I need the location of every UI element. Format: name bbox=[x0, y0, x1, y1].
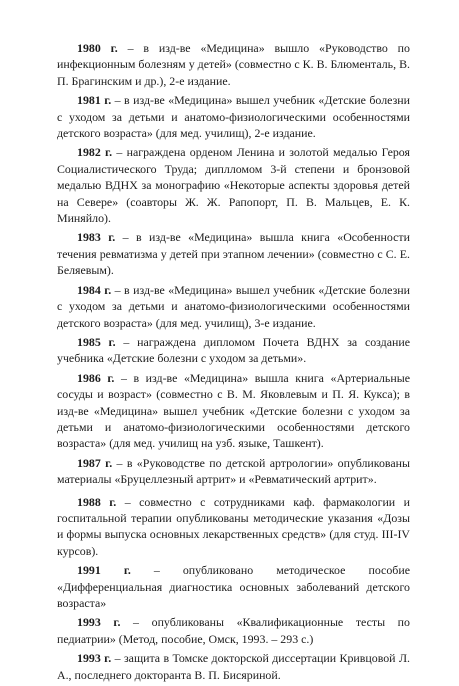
chronology-entry-1991 bbox=[57, 562, 410, 611]
entry-year: 1984 г. bbox=[77, 282, 112, 297]
entry-text: – награждена дипломом Почета ВДНХ за создание учебника «Детские болезни с уходом за детьми». bbox=[57, 334, 410, 366]
document-page bbox=[57, 40, 410, 686]
entry-year: 1993 г. bbox=[77, 651, 112, 666]
chronology-entry-1984 bbox=[57, 282, 410, 331]
chronology-entry-1985 bbox=[57, 334, 410, 367]
entry-text: – в изд-ве «Медицина» вышла книга «Артериальные сосуды и возраст» (совместно с В. М. Яковлевым и П. Я. Кукса); в изд-ве «Медицина» вышел учебник «Детские болезни с уходом за детьми и анатомо-физиологическими особенностями детского возраста» (для мед. училищ на узб. языке, Ташкент). bbox=[57, 370, 410, 451]
entry-year: 1981 г. bbox=[77, 93, 112, 108]
entry-text: – награждена орденом Ленина и золотой медалью Героя Социалистического Труда; диплломом 3-й степени и бронзовой медалью ВДНХ за монографию «Некоторые аспекты здоровья детей на Севере» (соавторы Ж. Ж. Рапопорт, П. В. Мальцев, Е. К. Миняйло). bbox=[57, 145, 410, 226]
entry-year: 1991 г. bbox=[77, 563, 131, 578]
chronology-entry-1987 bbox=[57, 455, 410, 488]
chronology-entry-1981 bbox=[57, 92, 410, 141]
entry-year: 1983 г. bbox=[77, 230, 116, 245]
entry-text: – совместно с сотрудниками каф. фармакологии и госпитальной терапии опубликованы методические указания «Дозы и формы выпуска основных лекарственных средств» (для студ. III-IV курсов). bbox=[57, 494, 410, 558]
entry-text: – опубликовано методическое пособие «Дифференциальная диагностика основных заболеваний детского возраста» bbox=[57, 563, 410, 610]
chronology-entry-1982 bbox=[57, 144, 410, 226]
chronology-entry-1993-tests bbox=[57, 614, 410, 647]
entry-year: 1982 г. bbox=[77, 145, 113, 160]
entry-text: – в изд-ве «Медицина» вышло «Руководство по инфекционным болезням у детей» (совместно с К. В. Блюменталь, В. П. Брагинским и др.), 2-е издание. bbox=[57, 41, 410, 88]
entry-text: – в «Руководстве по детской артрологии» опубликованы материалы «Бруцеллезный артрит» и «Ревматический артрит». bbox=[57, 455, 410, 487]
entry-year: 1980 г. bbox=[77, 41, 118, 55]
entry-year: 1987 г. bbox=[77, 455, 113, 470]
entry-year: 1986 г. bbox=[77, 370, 115, 385]
entry-year: 1993 г. bbox=[77, 615, 121, 630]
entry-year: 1985 г. bbox=[77, 334, 116, 349]
entry-text: – опубликованы «Квалификационные тесты по педиатрии» (Метод, пособие, Омск, 1993. – 293 с.) bbox=[57, 615, 410, 646]
chronology-entry-1980 bbox=[57, 40, 410, 89]
entry-text: – в изд-ве «Медицина» вышла книга «Особенности течения ревматизма у детей при этапном лечении» (совместно с С. Е. Беляевым). bbox=[57, 230, 410, 278]
entry-year: 1988 г. bbox=[77, 494, 117, 509]
chronology-entry-1993-defense bbox=[57, 650, 410, 683]
entry-text: – в изд-ве «Медицина» вышел учебник «Детские болезни с уходом за детьми и анатомо-физиологическими особенностями детского возраста» (для мед. училищ), 3-е издание. bbox=[57, 282, 410, 330]
entry-text: – защита в Томске докторской диссертации Кривцовой Л. А., последнего докторанта В. П. Бисяриной. bbox=[57, 651, 410, 682]
entry-text: – в изд-ве «Медицина» вышел учебник «Детские болезни с уходом за детьми и анатомо-физиологическими особенностями детского возраста» (для мед. училищ), 2-е издание. bbox=[57, 93, 410, 141]
chronology-entry-1988 bbox=[57, 494, 410, 560]
chronology-entry-1986 bbox=[57, 370, 410, 452]
chronology-entry-1983 bbox=[57, 229, 410, 278]
